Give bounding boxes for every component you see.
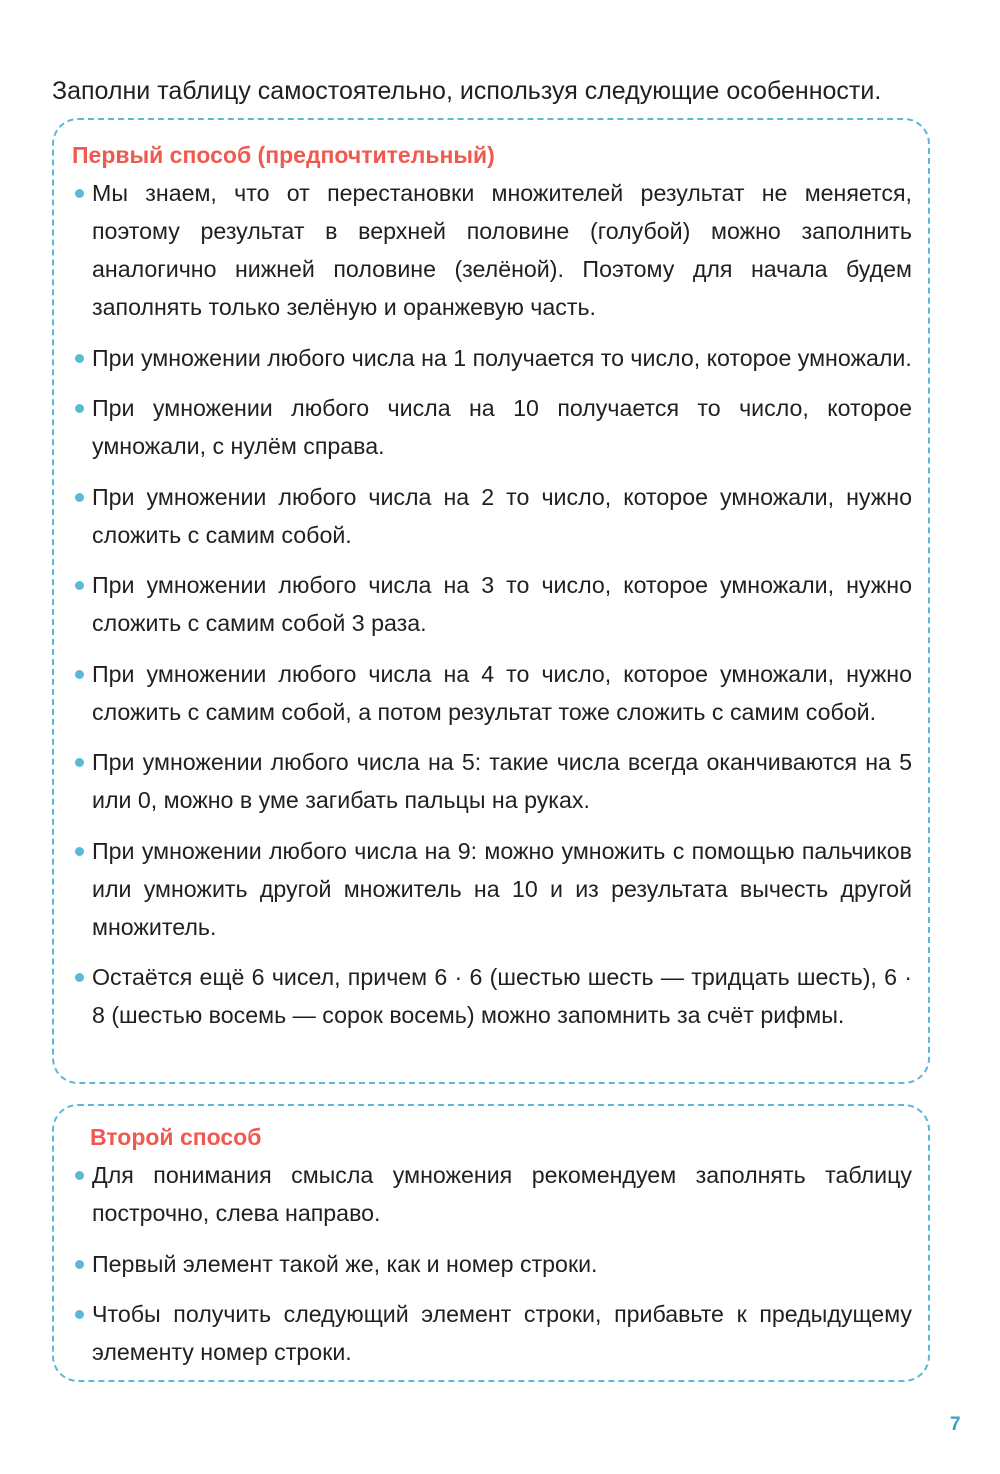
- list-item: [72, 743, 912, 819]
- list-item-text: При умножении любого числа на 4 то число, которое умножали, нужно сложить с самим собой, а потом результат тоже сложить с самим собой.: [92, 660, 912, 725]
- list-item: [72, 389, 912, 465]
- list-item: [72, 958, 912, 1034]
- list-item: [72, 339, 912, 377]
- second-method-title: Второй способ: [90, 1124, 262, 1150]
- list-item: [72, 566, 912, 642]
- list-item-text: Для понимания смысла умножения рекомендуем заполнять таблицу построчно, слева направо.: [92, 1162, 912, 1226]
- list-item: [72, 478, 912, 554]
- page-number: 7: [950, 1414, 961, 1435]
- list-item-text: Чтобы получить следующий элемент строки, прибавьте к предыдущему элементу номер строки.: [92, 1301, 912, 1365]
- bullet-icon: [75, 493, 84, 502]
- list-item-text: Мы знаем, что от перестановки множителей результат не меняется, поэтому результат в верхней половине (голубой) можно заполнить аналогично нижней половине (зелёной). Поэтому для начала будем заполнять только зелёную и оранжевую часть.: [92, 180, 912, 320]
- list-item: [72, 655, 912, 731]
- bullet-icon: [75, 354, 84, 363]
- bullet-icon: [75, 404, 84, 413]
- list-item-text: Первый элемент такой же, как и номер строки.: [92, 1250, 598, 1277]
- list-item: [72, 1295, 912, 1371]
- list-item-text: При умножении любого числа на 3 то число, которое умножали, нужно сложить с самим собой 3 раза.: [92, 572, 912, 636]
- bullet-icon: [75, 1260, 84, 1269]
- list-item: [72, 1245, 912, 1283]
- bullet-icon: [75, 670, 84, 679]
- bullet-icon: [75, 973, 84, 982]
- intro-text: Заполни таблицу самостоятельно, используя следующие особенности.: [52, 77, 882, 105]
- bullet-icon: [75, 1171, 84, 1180]
- second-method-list: [72, 1156, 912, 1371]
- first-method-title: Первый способ (предпочтительный): [72, 142, 495, 168]
- first-method-box: [52, 118, 930, 1084]
- first-method-list: [72, 174, 912, 1034]
- list-item-text: При умножении любого числа на 5: такие числа всегда оканчиваются на 5 или 0, можно в уме загибать пальцы на руках.: [92, 749, 912, 813]
- list-item-text: При умножении любого числа на 1 получается то число, которое умножали.: [92, 344, 912, 371]
- bullet-icon: [75, 847, 84, 856]
- bullet-icon: [75, 581, 84, 590]
- bullet-icon: [75, 758, 84, 767]
- second-method-box: [52, 1104, 930, 1382]
- list-item-text: При умножении любого числа на 9: можно умножить с помощью пальчиков или умножить другой множитель на 10 и из результата вычесть другой множитель.: [92, 837, 912, 940]
- list-item-text: При умножении любого числа на 10 получается то число, которое умножали, с нулём справа.: [92, 395, 912, 459]
- list-item: [72, 832, 912, 946]
- list-item-text: Остаётся ещё 6 чисел, причем 6 · 6 (шестью шесть — тридцать шесть), 6 · 8 (шестью восемь — сорок восемь) можно запомнить за счёт рифмы.: [92, 964, 912, 1028]
- bullet-icon: [75, 1310, 84, 1319]
- list-item-text: При умножении любого числа на 2 то число, которое умножали, нужно сложить с самим собой.: [92, 483, 912, 548]
- list-item: [72, 1156, 912, 1232]
- bullet-icon: [75, 189, 84, 198]
- list-item: [72, 174, 912, 326]
